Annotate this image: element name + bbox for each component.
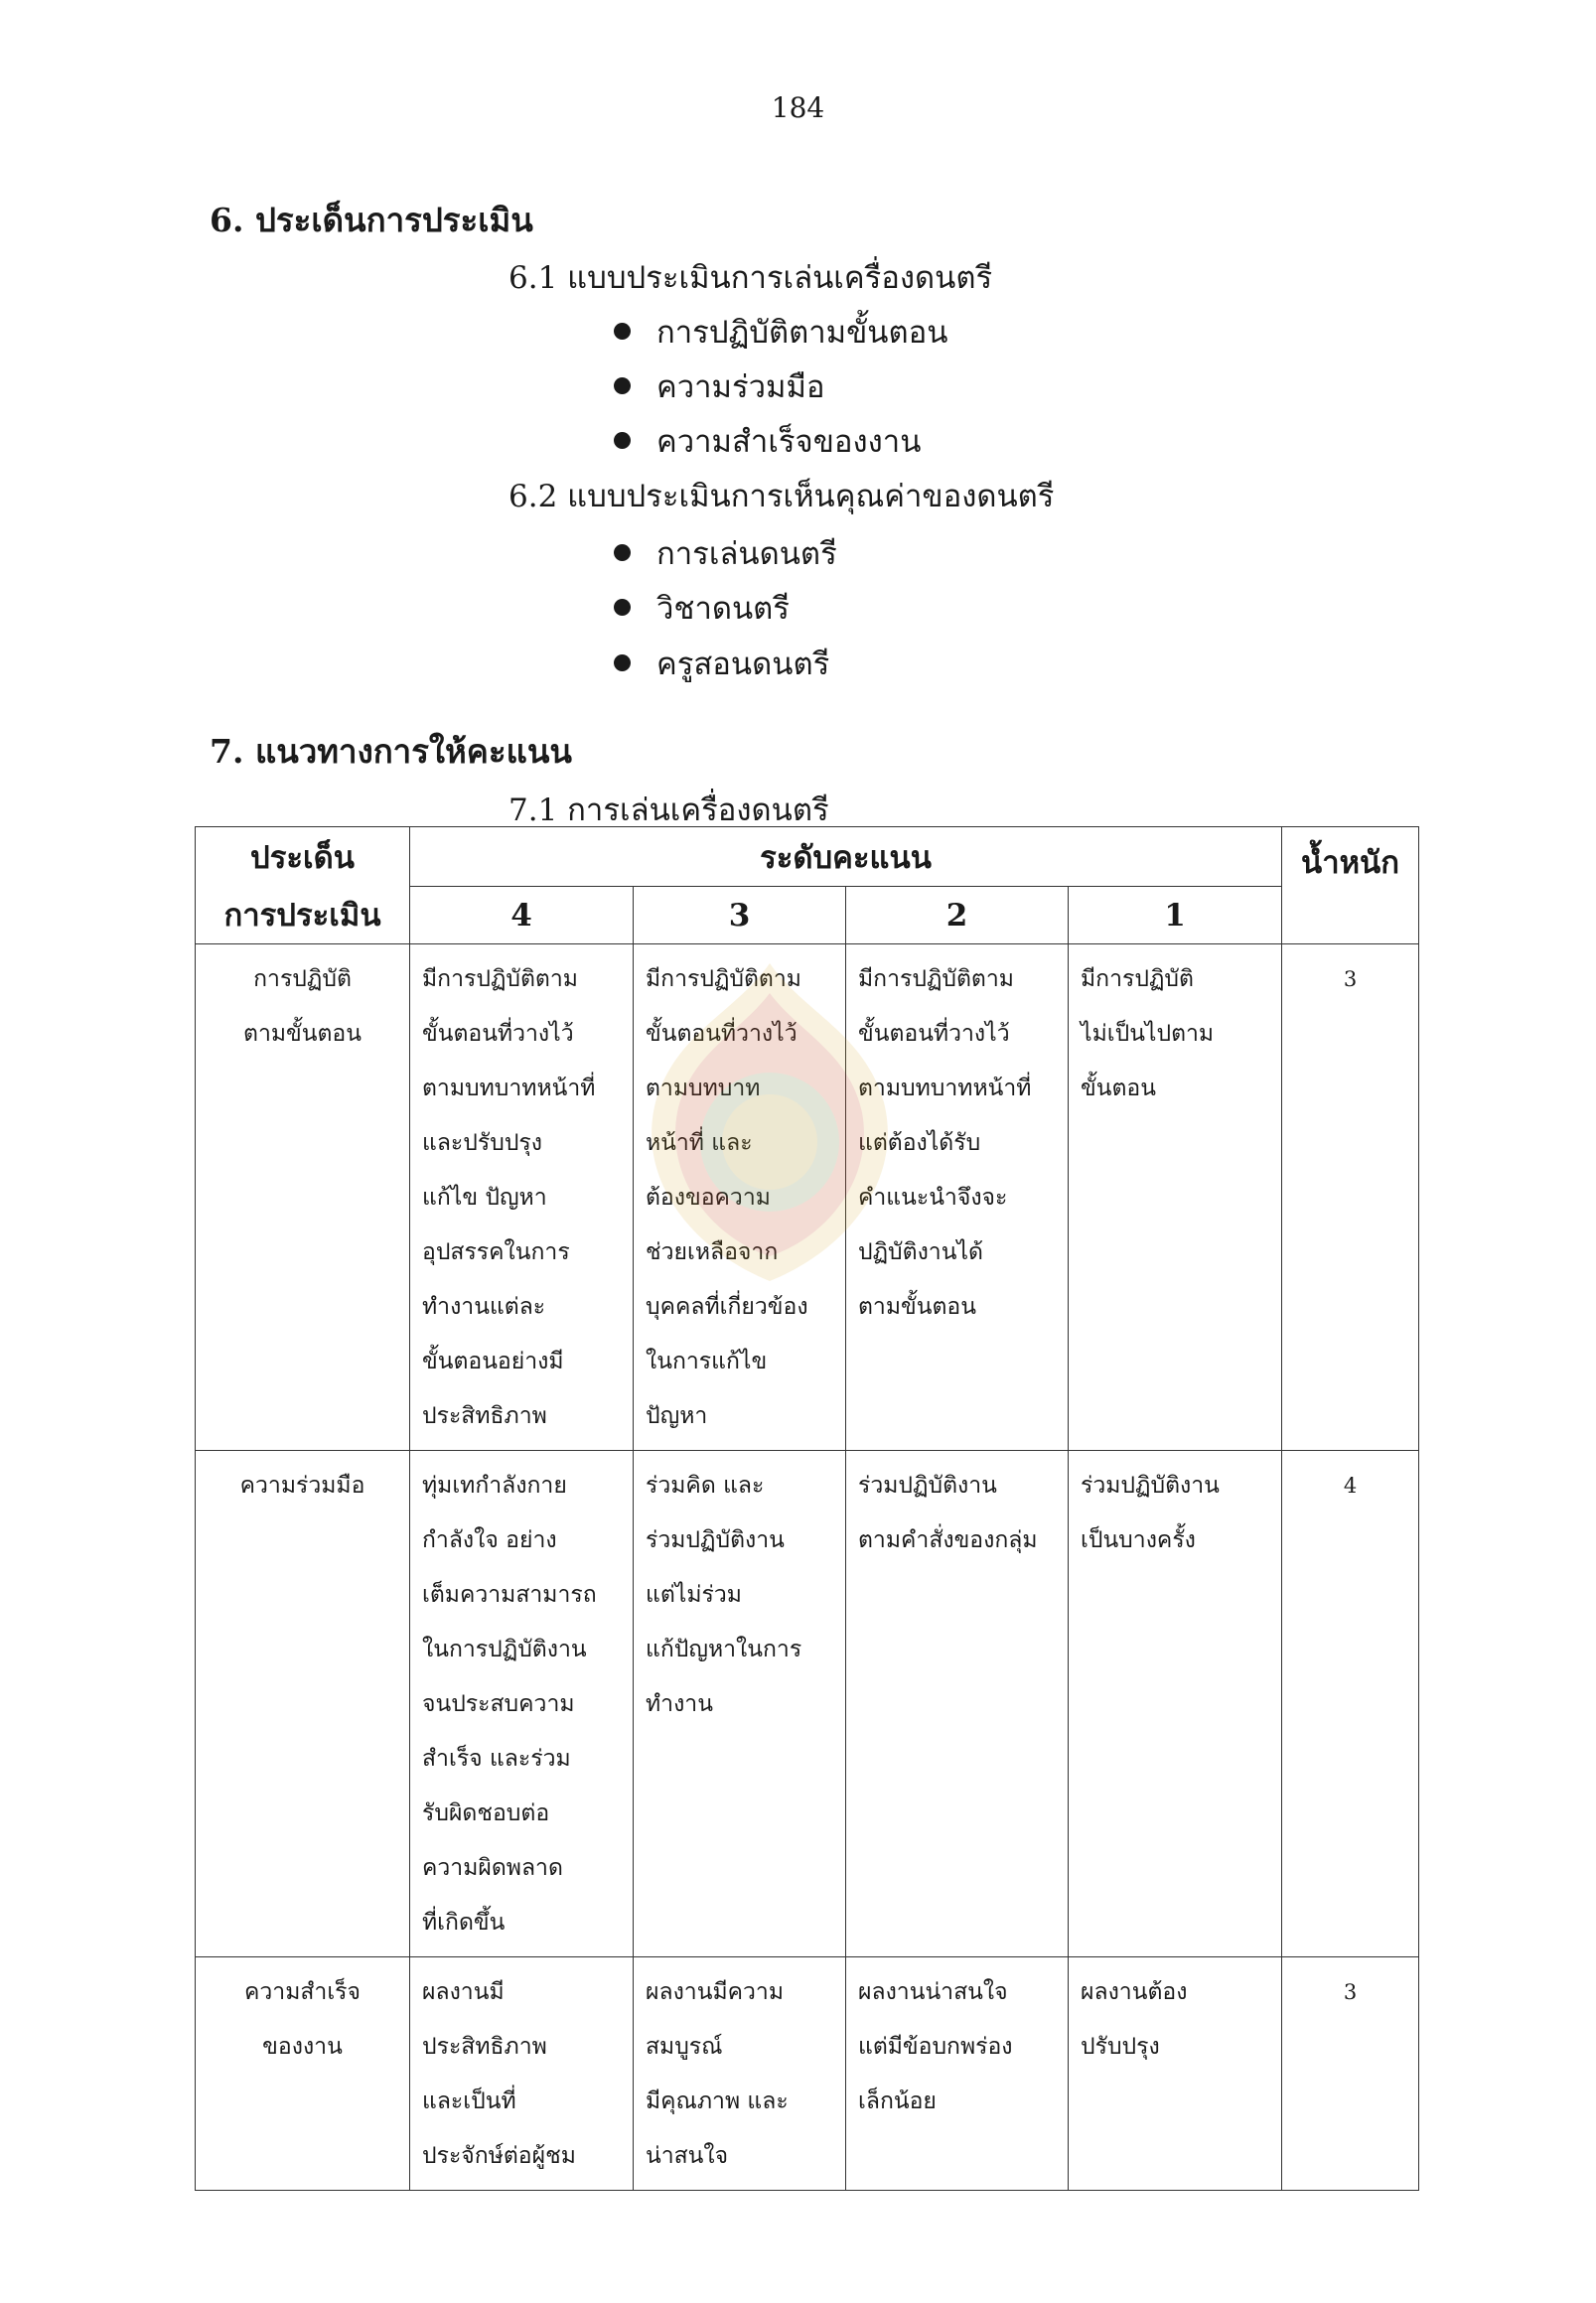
subsection-6-2: 6.2 แบบประเมินการเห็นคุณค่าของดนตรี bbox=[508, 479, 1055, 514]
cell-line: ขั้นตอนที่วางไว้ bbox=[422, 1021, 574, 1047]
cell-line: มีคุณภาพ และ bbox=[646, 2088, 789, 2114]
level-3-cell bbox=[634, 1957, 846, 2191]
cell-line: ร่วมปฏิบัติงาน bbox=[1081, 1473, 1220, 1499]
page-number: 184 bbox=[771, 91, 825, 124]
table-row bbox=[196, 1451, 1419, 1957]
cell-line: ตามขั้นตอน bbox=[243, 1021, 362, 1047]
header-criteria: ประเด็น bbox=[196, 827, 410, 887]
table-row bbox=[196, 1957, 1419, 2191]
subsection-6-1: 6.1 แบบประเมินการเล่นเครื่องดนตรี bbox=[508, 260, 993, 296]
cell-line: ตามคำสั่งของกลุ่ม bbox=[858, 1527, 1038, 1553]
cell-line: ขั้นตอนที่วางไว้ bbox=[646, 1021, 798, 1047]
section-6-heading: 6. ประเด็นการประเมิน bbox=[210, 201, 533, 239]
cell-line: มีการปฏิบัติตาม bbox=[646, 966, 801, 992]
cell-line: ปฏิบัติงานได้ bbox=[858, 1239, 983, 1265]
header-weight: น้ำหนัก bbox=[1282, 827, 1419, 944]
cell-line: กำลังใจ อย่าง bbox=[422, 1527, 557, 1553]
cell-line: ประสิทธิภาพ bbox=[422, 2034, 547, 2060]
cell-line: ปัญหา bbox=[646, 1403, 708, 1429]
cell-line: ประจักษ์ต่อผู้ชม bbox=[422, 2143, 576, 2169]
cell-line: ไม่เป็นไปตาม bbox=[1081, 1021, 1215, 1047]
cell-line: รับผิดชอบต่อ bbox=[422, 1800, 550, 1826]
bullet-item: การเล่นดนตรี bbox=[614, 528, 837, 578]
cell-line: บุคคลที่เกี่ยวข้อง bbox=[646, 1294, 808, 1320]
level-1-cell bbox=[1069, 944, 1282, 1451]
cell-line: ผลงานต้อง bbox=[1081, 1979, 1188, 2005]
bullet-item: ความร่วมมือ bbox=[614, 361, 825, 411]
subsection-7-1: 7.1 การเล่นเครื่องดนตรี bbox=[508, 792, 829, 828]
cell-line: ทำงาน bbox=[646, 1691, 713, 1717]
bullet-icon bbox=[614, 432, 631, 449]
cell-line: จนประสบความ bbox=[422, 1691, 575, 1717]
cell-line: ความร่วมมือ bbox=[239, 1473, 365, 1499]
header-level: 1 bbox=[1069, 887, 1282, 944]
cell-line: สมบูรณ์ bbox=[646, 2034, 723, 2060]
cell-line: ตามบทบาทหน้าที่ bbox=[858, 1076, 1032, 1101]
bullet-item: การปฏิบัติตามขั้นตอน bbox=[614, 307, 947, 357]
level-3-cell bbox=[634, 944, 846, 1451]
criteria-cell bbox=[196, 1957, 410, 2191]
cell-line: และปรับปรุง bbox=[422, 1130, 543, 1156]
bullet-icon bbox=[614, 544, 631, 561]
cell-line: ผลงานมีความ bbox=[646, 1979, 784, 2005]
cell-line: มีการปฏิบัติตาม bbox=[858, 966, 1014, 992]
cell-line: ความผิดพลาด bbox=[422, 1855, 563, 1881]
criteria-cell bbox=[196, 944, 410, 1451]
header-criteria-line2: การประเมิน bbox=[196, 887, 410, 944]
weight-cell: 3 bbox=[1282, 944, 1419, 1451]
level-2-cell bbox=[846, 1957, 1069, 2191]
cell-line: อุปสรรคในการ bbox=[422, 1239, 570, 1265]
cell-line: และเป็นที่ bbox=[422, 2088, 516, 2114]
cell-line: ทำงานแต่ละ bbox=[422, 1294, 546, 1320]
cell-line: เต็มความสามารถ bbox=[422, 1582, 597, 1608]
cell-line: ปรับปรุง bbox=[1081, 2034, 1160, 2060]
bullet-icon bbox=[614, 599, 631, 616]
cell-line: การปฏิบัติ bbox=[253, 966, 352, 992]
criteria-cell bbox=[196, 1451, 410, 1957]
cell-line: คำแนะนำจึงจะ bbox=[858, 1185, 1008, 1211]
header-levels-title: ระดับคะแนน bbox=[410, 827, 1282, 887]
header-level: 3 bbox=[634, 887, 846, 944]
cell-line: แก้ไข ปัญหา bbox=[422, 1185, 547, 1211]
cell-line: ผลงานน่าสนใจ bbox=[858, 1979, 1008, 2005]
cell-line: ตามบทบาทหน้าที่ bbox=[422, 1076, 596, 1101]
cell-line: ช่วยเหลือจาก bbox=[646, 1239, 779, 1265]
cell-line: ของงาน bbox=[262, 2034, 343, 2060]
level-4-cell bbox=[410, 944, 634, 1451]
cell-line: มีการปฏิบัติ bbox=[1081, 966, 1194, 992]
weight-cell: 4 bbox=[1282, 1451, 1419, 1957]
cell-line: ผลงานมี bbox=[422, 1979, 505, 2005]
cell-line: ขั้นตอน bbox=[1081, 1076, 1156, 1101]
level-4-cell bbox=[410, 1957, 634, 2191]
bullet-item: ครูสอนดนตรี bbox=[614, 639, 829, 688]
cell-line: แต่ต้องได้รับ bbox=[858, 1130, 981, 1156]
level-2-cell bbox=[846, 1451, 1069, 1957]
cell-line: น่าสนใจ bbox=[646, 2143, 729, 2169]
cell-line: ตามบทบาท bbox=[646, 1076, 761, 1101]
cell-line: สำเร็จ และร่วม bbox=[422, 1746, 571, 1772]
level-1-cell bbox=[1069, 1451, 1282, 1957]
cell-line: เป็นบางครั้ง bbox=[1081, 1527, 1196, 1553]
cell-line: ขั้นตอนอย่างมี bbox=[422, 1349, 564, 1374]
bullet-icon bbox=[614, 654, 631, 671]
level-3-cell bbox=[634, 1451, 846, 1957]
cell-line: ความสำเร็จ bbox=[243, 1979, 362, 2005]
level-2-cell bbox=[846, 944, 1069, 1451]
bullet-icon bbox=[614, 323, 631, 340]
cell-line: ตามขั้นตอน bbox=[858, 1294, 976, 1320]
level-4-cell bbox=[410, 1451, 634, 1957]
cell-line: ในการปฏิบัติงาน bbox=[422, 1637, 587, 1662]
cell-line: ที่เกิดขึ้น bbox=[422, 1910, 506, 1936]
scoring-rubric-table bbox=[195, 826, 1419, 2191]
cell-line: มีการปฏิบัติตาม bbox=[422, 966, 578, 992]
header-level: 4 bbox=[410, 887, 634, 944]
weight-cell: 3 bbox=[1282, 1957, 1419, 2191]
cell-line: แก้ปัญหาในการ bbox=[646, 1637, 802, 1662]
cell-line: ร่วมปฏิบัติงาน bbox=[646, 1527, 785, 1553]
section-7-heading: 7. แนวทางการให้คะแนน bbox=[210, 732, 572, 771]
bullet-item: ความสำเร็จของงาน bbox=[614, 416, 921, 466]
cell-line: แต่ไม่ร่วม bbox=[646, 1582, 742, 1608]
level-1-cell bbox=[1069, 1957, 1282, 2191]
cell-line: แต่มีข้อบกพร่อง bbox=[858, 2034, 1013, 2060]
bullet-icon bbox=[614, 377, 631, 394]
cell-line: ร่วมคิด และ bbox=[646, 1473, 765, 1499]
cell-line: เล็กน้อย bbox=[858, 2088, 937, 2114]
cell-line: ประสิทธิภาพ bbox=[422, 1403, 547, 1429]
cell-line: ในการแก้ไข bbox=[646, 1349, 768, 1374]
cell-line: ต้องขอความ bbox=[646, 1185, 771, 1211]
cell-line: ร่วมปฏิบัติงาน bbox=[858, 1473, 997, 1499]
header-level: 2 bbox=[846, 887, 1069, 944]
cell-line: หน้าที่ และ bbox=[646, 1130, 753, 1156]
cell-line: ขั้นตอนที่วางไว้ bbox=[858, 1021, 1010, 1047]
table-row bbox=[196, 944, 1419, 1451]
cell-line: ทุ่มเทกำลังกาย bbox=[422, 1473, 567, 1499]
bullet-item: วิชาดนตรี bbox=[614, 583, 790, 633]
